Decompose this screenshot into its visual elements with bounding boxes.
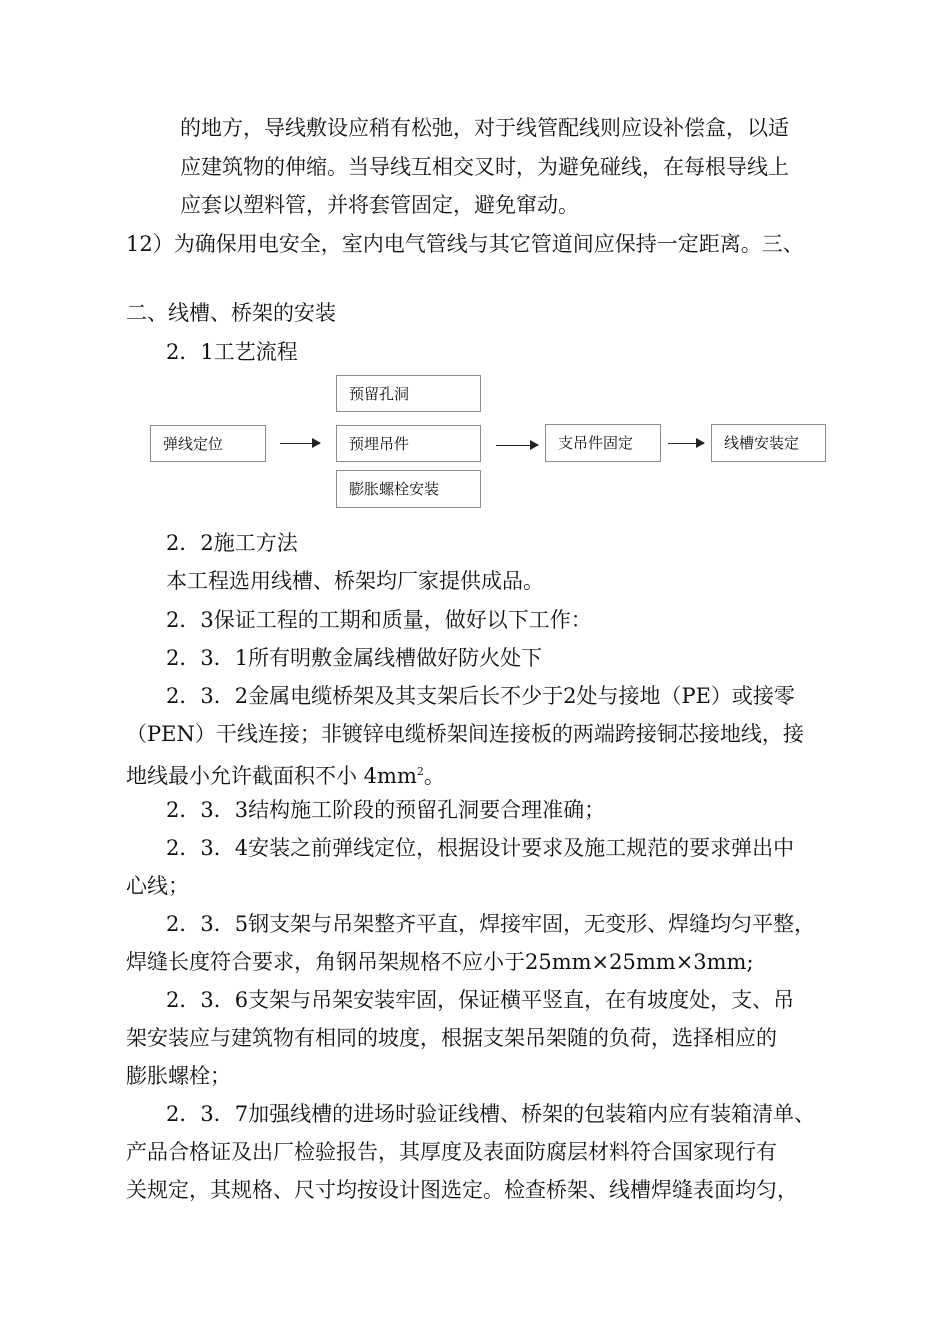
flow-box-reserve-holes: 预留孔洞 — [336, 375, 481, 412]
subsection-heading: 2．1工艺流程 — [166, 340, 298, 364]
list-item: 2．3．7加强线槽的进场时验证线槽、桥架的包装箱内应有装箱清单、 — [166, 1102, 816, 1126]
text-line: 应建筑物的伸缩。当导线互相交叉时，为避免碰线，在每根导线上 — [180, 155, 789, 179]
text-line: 心线； — [126, 874, 189, 898]
flow-box-fix-supports: 支吊件固定 — [545, 424, 661, 462]
list-item: 2．3．5钢支架与吊架整齐平直，焊接牢固，无变形、焊缝均匀平整， — [166, 912, 816, 936]
text-line — [126, 757, 445, 791]
text-line: 焊缝长度符合要求，角钢吊架规格不应小于25mm×25mm×3mm; — [126, 950, 754, 974]
text-segment: 地线最小允许截面积不小 4mm — [126, 764, 417, 788]
flow-box-expansion-bolts: 膨胀螺栓安装 — [336, 470, 481, 508]
list-item: 2．3．6支架与吊架安装牢固，保证横平竖直，在有坡度处，支、吊 — [166, 988, 795, 1012]
list-item: 2．3．1所有明敷金属线槽做好防火处下 — [166, 646, 543, 670]
flow-box-line-marking: 弹线定位 — [150, 425, 266, 462]
text-segment: 。 — [423, 764, 445, 788]
flow-box-install-trunking: 线槽安装定 — [711, 424, 826, 462]
list-item: 2．3．3结构施工阶段的预留孔洞要合理准确； — [166, 798, 606, 822]
text-line: 应套以塑料管，并将套管固定，避免窜动。 — [180, 193, 579, 217]
subsection-heading: 2．3保证工程的工期和质量，做好以下工作： — [166, 608, 592, 632]
text-line: 关规定，其规格、尺寸均按设计图选定。检查桥架、线槽焊缝表面均匀， — [126, 1178, 798, 1202]
text-line: 膨胀螺栓； — [126, 1064, 231, 1088]
text-line: （PEN）干线连接；非镀锌电缆桥架间连接板的两端跨接铜芯接地线，接 — [126, 722, 804, 746]
text-line: 产品合格证及出厂检验报告，其厚度及表面防腐层材料符合国家现行有 — [126, 1140, 777, 1164]
list-item: 2．3．4安装之前弹线定位，根据设计要求及施工规范的要求弹出中 — [166, 836, 795, 860]
text-line: 12）为确保用电安全，室内电气管线与其它管道间应保持一定距离。三、 — [126, 232, 804, 256]
subsection-heading: 2．2施工方法 — [166, 531, 298, 555]
arrow-icon — [496, 445, 538, 446]
list-item: 2．3．2金属电缆桥架及其支架后长不少于2处与接地（PE）或接零 — [166, 684, 795, 708]
flow-box-embed-hangers: 预埋吊件 — [336, 425, 481, 462]
arrow-icon — [280, 443, 320, 444]
section-heading: 二、线槽、桥架的安装 — [126, 301, 336, 325]
superscript: 2 — [416, 765, 424, 778]
paragraph: 本工程选用线槽、桥架均厂家提供成品。 — [166, 569, 544, 593]
text-line: 的地方，导线敷设应稍有松弛，对于线管配线则应设补偿盒，以适 — [180, 116, 789, 140]
arrow-icon — [668, 443, 704, 444]
text-line: 架安装应与建筑物有相同的坡度，根据支架吊架随的负荷，选择相应的 — [126, 1026, 777, 1050]
